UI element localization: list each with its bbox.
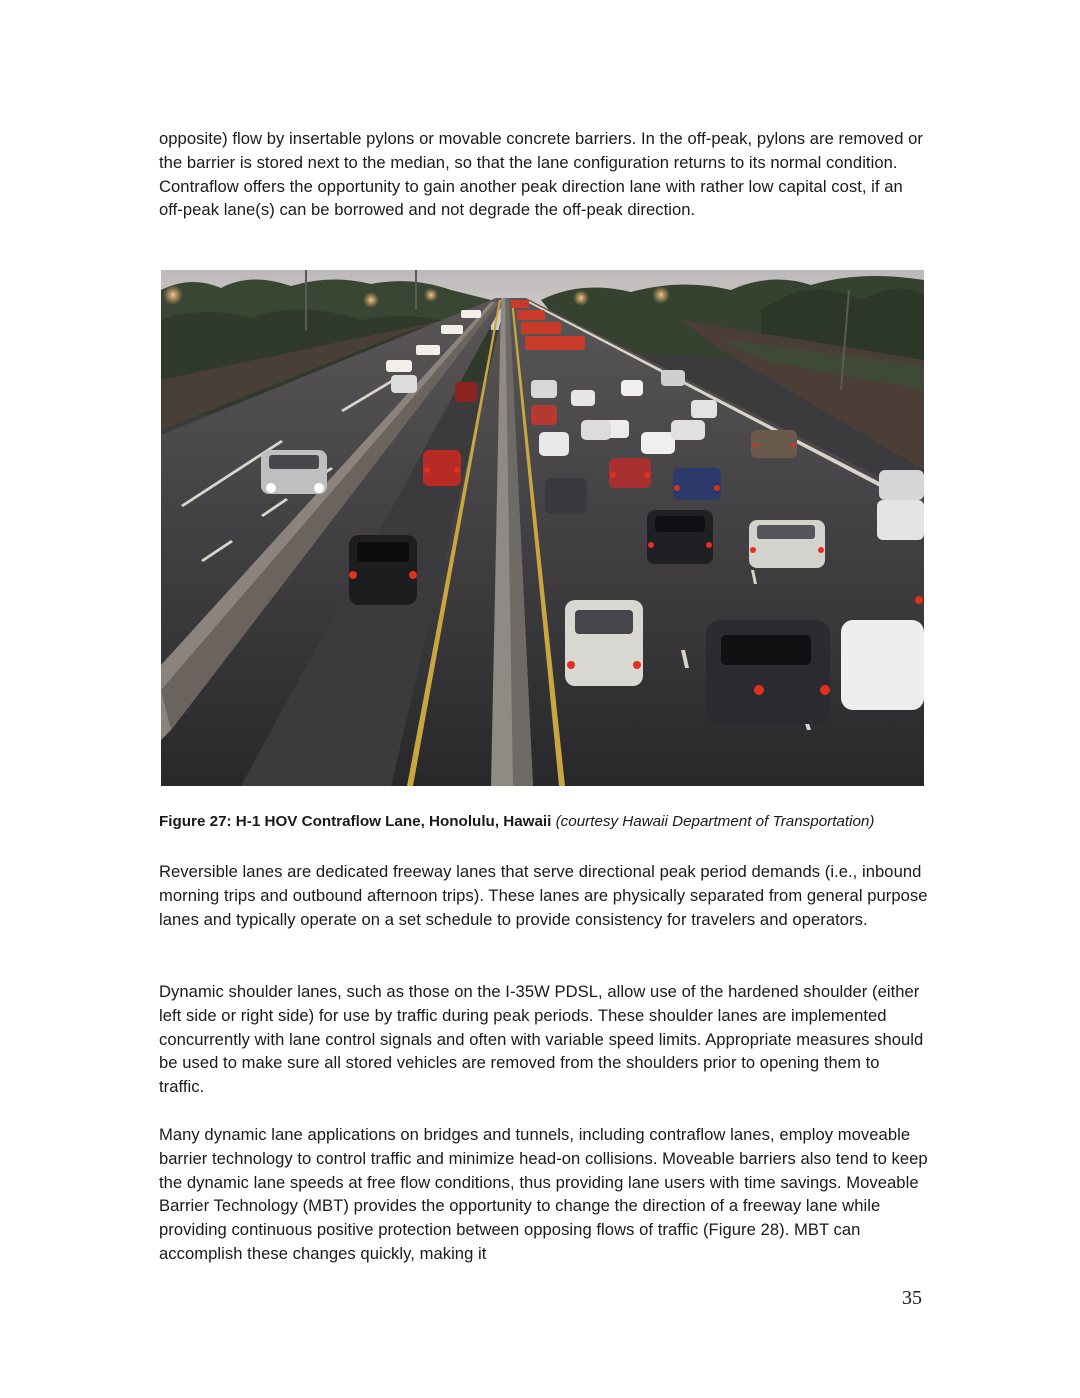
figure-caption-credit: (courtesy Hawaii Department of Transportation) <box>555 813 875 830</box>
body-paragraph-contraflow: opposite) flow by insertable pylons or movable concrete barriers. In the off-peak, pylons are removed or the barrier is stored next to the median, so that the lane configuration returns to its normal condition. Contraflow offers the opportunity to gain another peak direction lane with rather low capital cost, if an off-peak lane(s) can be borrowed and not degrade the off-peak direction. <box>159 129 923 220</box>
body-paragraph-dynamic-shoulder: Dynamic shoulder lanes, such as those on the I-35W PDSL, allow use of the hardened shoulder (either left side or right side) for use by traffic during peak periods. These shoulder lanes are implemented concurrently with lane control signals and often with variable speed limits. Appropriate measures should be used to make sure all stored vehicles are removed from the shoulders prior to opening them to traffic. <box>159 982 924 1097</box>
page-number: 35 <box>902 1287 922 1309</box>
body-paragraph-moveable-barrier: Many dynamic lane applications on bridges and tunnels, including contraflow lanes, employ moveable barrier technology to control traffic and minimize head-on collisions. Moveable barriers also tend to keep the dynamic lane speeds at free flow conditions, thus providing lane users with time savings. Moveable Barrier Technology (MBT) provides the opportunity to change the direction of a freeway lane while providing continuous positive protection between opposing flows of traffic (Figure 28). MBT can accomplish these changes quickly, making it <box>159 1125 928 1263</box>
highway-photo <box>161 270 924 786</box>
figure-caption <box>159 811 959 833</box>
figure-caption-title: Figure 27: H-1 HOV Contraflow Lane, Honolulu, Hawaii <box>159 813 552 830</box>
highway-photo-illustration <box>161 270 924 786</box>
body-paragraph-reversible-lanes: Reversible lanes are dedicated freeway lanes that serve directional peak period demands (i.e., inbound morning trips and outbound afternoon trips). These lanes are physically separated from general purpose lanes and typically operate on a set schedule to provide consistency for travelers and operators. <box>159 862 928 929</box>
